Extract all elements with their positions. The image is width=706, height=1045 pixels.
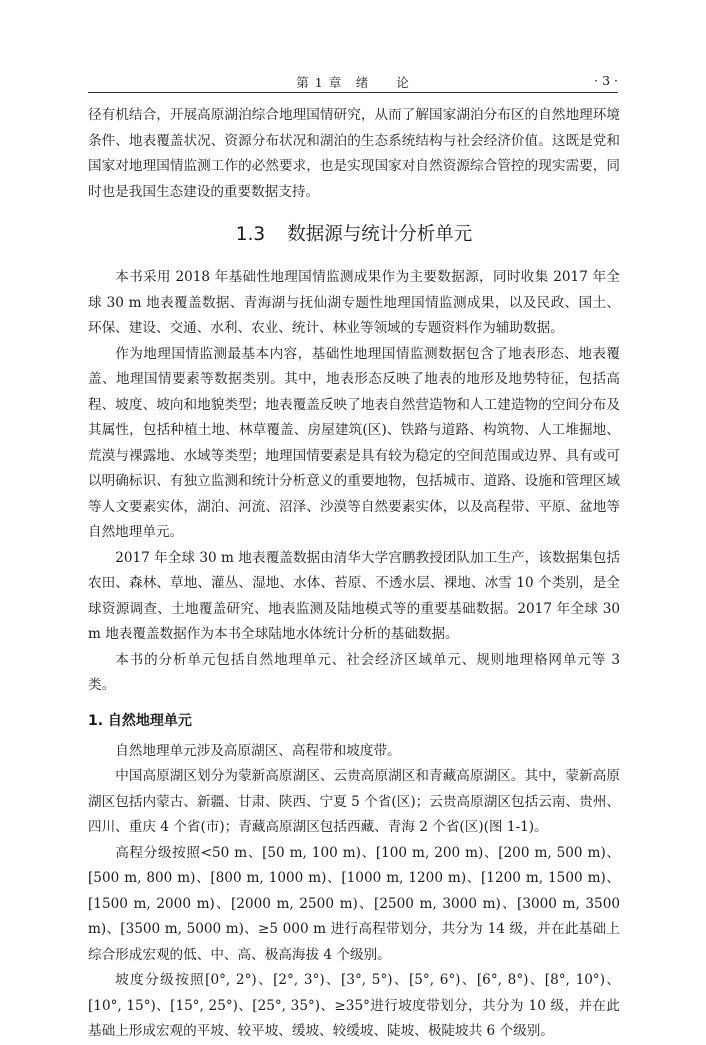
paragraph: 高程分级按照<50 m、[50 m, 100 m)、[100 m, 200 m)、[200 m, 500 m)、[500 m, 800 m)、[800 m, 1000 m)、[1000 m, 1200 m)、[1200 m, 1500 m)、[1500 m, 2000 m)、[2000 m, 2500 m)、[2500 m, 3000 m)、[3000 m, 3500 m)、[3500 m, 5000 m)、≥5 000 m 进行高程带划分，共分为 14 级，并在此基础上综合形成宏观的低、中、高、极高海拔 4 个级别。 xyxy=(88,844,620,963)
paragraph: 2017 年全球 30 m 地表覆盖数据由清华大学宫鹏教授团队加工生产，该数据集包括农田、森林、草地、灌丛、湿地、水体、苔原、不透水层、裸地、冰雪 10 个类别，是全球资源调查、土地覆盖研究、地表监测及陆地模式等的重要基础数据。2017 年全球 30 m 地表覆盖数据作为本书全球陆地水体统计分析的基础数据。 xyxy=(88,549,620,642)
page-number: · 3 · xyxy=(594,73,618,88)
paragraph: 本书的分析单元包括自然地理单元、社会经济区域单元、规则地理格网单元等 3 类。 xyxy=(88,651,620,693)
paragraph: 中国高原湖区划分为蒙新高原湖区、云贵高原湖区和青藏高原湖区。其中，蒙新高原湖区包括内蒙古、新疆、甘肃、陕西、宁夏 5 个省(区)；云贵高原湖区包括云南、贵州、四川、重庆 4 个省(市)；青藏高原湖区包括西藏、青海 2 个省(区)(图 1-1)。 xyxy=(88,768,620,835)
section-heading xyxy=(88,221,620,249)
section-title: 数据源与统计分析单元 xyxy=(287,224,473,245)
subsection-heading: 1. 自然地理单元 xyxy=(88,712,192,729)
paragraph: 坡度分级按照[0°, 2°)、[2°, 3°)、[3°, 5°)、[5°, 6°)、[6°, 8°)、[8°, 10°)、[10°, 15°)、[15°, 25°)、[25°, 35°)、≥35°进行坡度带划分，共分为 10 级，并在此基础上形成宏观的平坡、较平坡、缓坡、较缓坡、陡坡、极陡坡共 6 个级别。 xyxy=(88,972,620,1039)
paragraph-continued: 径有机结合，开展高原湖泊综合地理国情研究，从而了解国家湖泊分布区的自然地理环境条件、地表覆盖状况、资源分布状况和湖泊的生态系统结构与社会经济价值。这既是党和国家对地理国情监测工作的必然要求，也是实现国家对自然资源综合管控的现实需要，同时也是我国生态建设的重要数据支持。 xyxy=(88,107,620,200)
paragraph: 自然地理单元涉及高原湖区、高程带和坡度带。 xyxy=(115,742,401,759)
chapter-title: 第 1 章 绪 论 xyxy=(296,75,410,90)
section-number: 1.3 xyxy=(235,224,266,245)
paragraph: 作为地理国情监测最基本内容，基础性地理国情监测数据包含了地表形态、地表覆盖、地理国情要素等数据类别。其中，地表形态反映了地表的地形及地势特征，包括高程、坡度、坡向和地貌类型；地表覆盖反映了地表自然营造物和人工建造物的空间分布及其属性，包括种植土地、林草覆盖、房屋建筑(区)、铁路与道路、构筑物、人工堆掘地、荒漠与裸露地、水域等类型；地理国情要素是具有较为稳定的空间范围或边界、具有或可以明确标识、有独立监测和统计分析意义的重要地物，包括城市、道路、设施和管理区域等人文要素实体，湖泊、河流、沼泽、沙漠等自然要素实体，以及高程带、平原、盆地等自然地理单元。 xyxy=(88,345,620,540)
running-header xyxy=(88,70,618,93)
page-body xyxy=(88,103,620,1045)
paragraph: 本书采用 2018 年基础性地理国情监测成果作为主要数据源，同时收集 2017 年全球 30 m 地表覆盖数据、青海湖与抚仙湖专题性地理国情监测成果，以及民政、国土、环保、建设、交通、水利、农业、统计、林业等领域的专题资料作为辅助数据。 xyxy=(88,269,620,336)
